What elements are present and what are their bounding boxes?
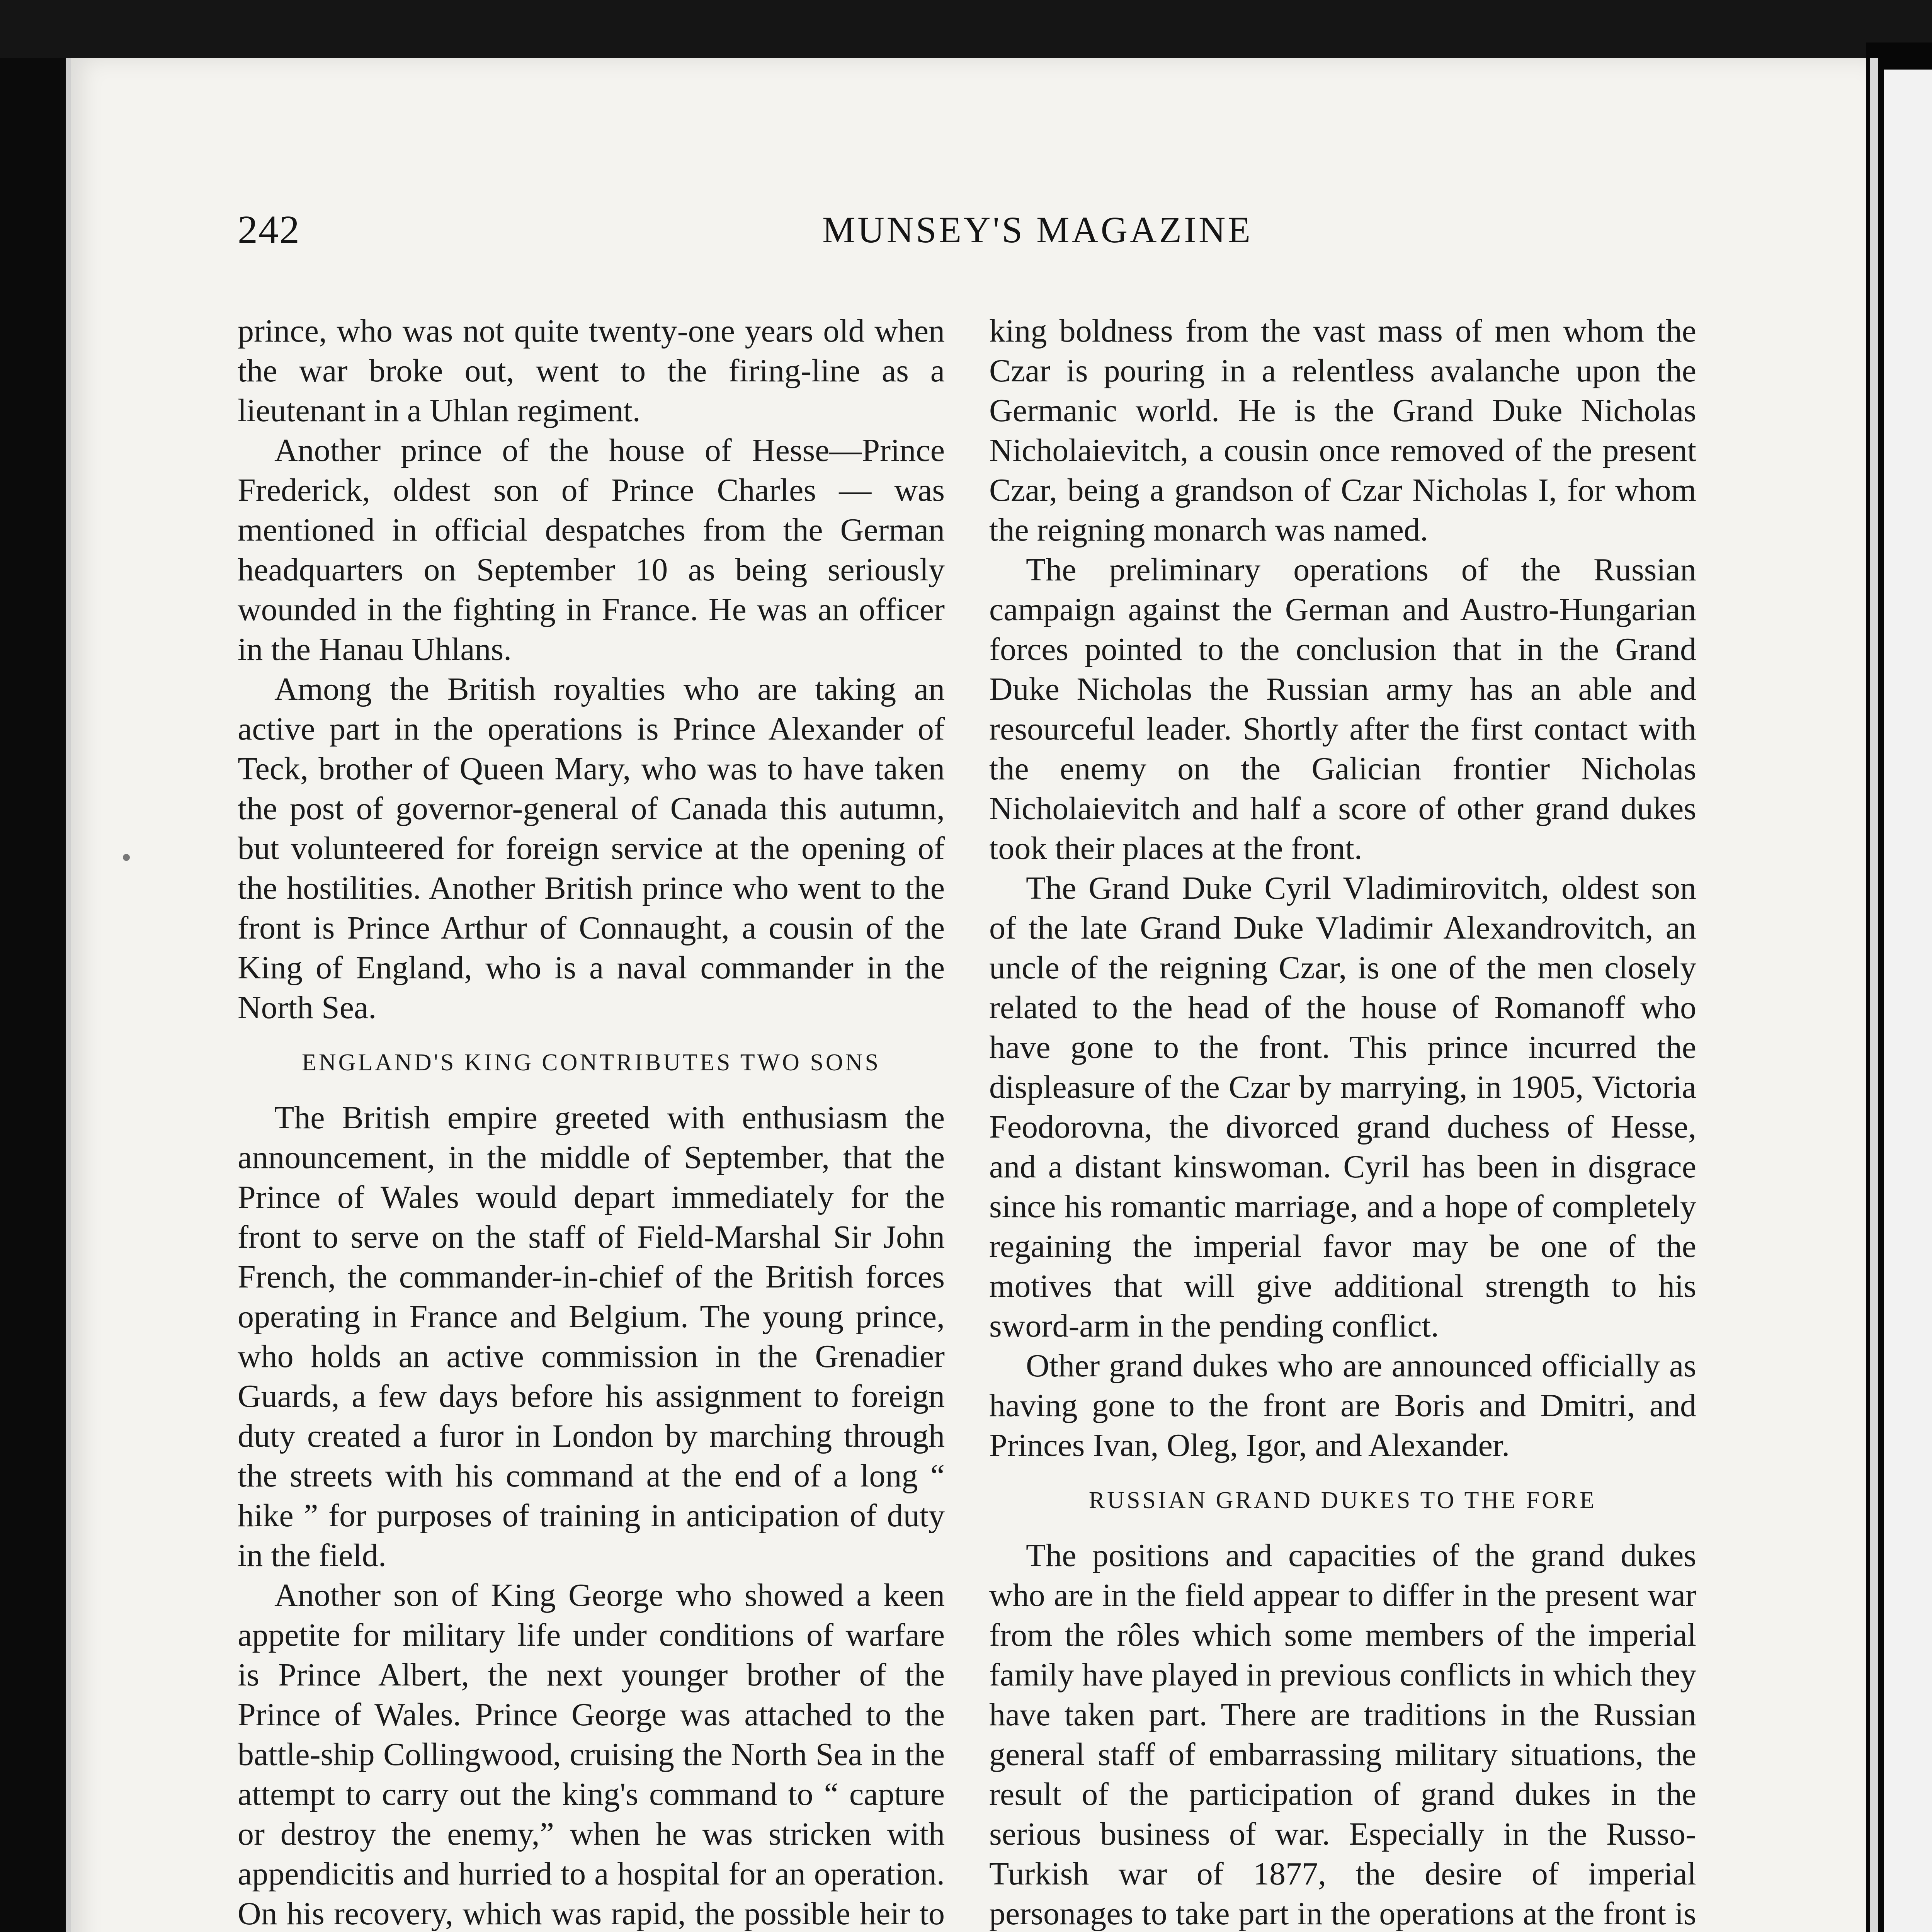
margin-speck [123,854,130,861]
section-heading: RUSSIAN GRAND DUKES TO THE FORE [1088,1487,1597,1514]
page-header [238,207,1702,261]
right-column [989,311,1696,1932]
paragraph: prince, who was not quite twenty-one years old when the war broke out, went to the firing-line as a lieutenant in a Uhlan regiment. [238,313,945,429]
running-title: MUNSEY'S MAGAZINE [822,209,1253,250]
page-number: 242 [238,207,300,252]
page-left-edge [66,58,71,1932]
paragraph: Other grand dukes who are announced officially as having gone to the front are Boris and Dmitri, and Princes Ivan, Oleg, Igor, and Alexander. [989,1348,1696,1463]
section-heading: ENGLAND'S KING CONTRIBUTES TWO SONS [302,1049,881,1076]
paragraph: The British empire greeted with enthusiasm the announcement, in the middle of September, that the Prince of Wales would depart immediately for the front to serve on the staff of Field-Marshal Sir John French, the commander-in-chief of the British forces operating in France and Belgium. The young prince, who holds an active commission in the Grenadier Guards, a few days before his assignment to foreign duty created a furor in London by marching through the streets with his command at the end of a long “ hike ” for purposes of training in anticipation of duty in the field. [238,1100,945,1573]
adjacent-page-strip [1884,70,1932,1932]
paragraph: The preliminary operations of the Russian campaign against the German and Austro-Hungarian forces pointed to the conclusion that in the Grand Duke Nicholas the Russian army has an able and resourceful leader. Shortly after the first contact with the enemy on the Galician frontier Nicholas Nicholaievitch and half a score of other grand dukes took their places at the front. [989,552,1696,866]
paragraph: Among the British royalties who are taking an active part in the operations is Prince Alexander of Teck, brother of Queen Mary, who was to have taken the post of governor-general of Canada this autumn, but volunteered for foreign service at the opening of the hostilities. Another British prince who went to the front is Prince Arthur of Connaught, a cousin of the King of England, who is a naval commander in the North Sea. [238,671,945,1026]
paragraph: king boldness from the vast mass of men whom the Czar is pouring in a relentless avalanche upon the Germanic world. He is the Grand Duke Nicholas Nicholaievitch, a cousin once removed of the present Czar, being a grandson of Czar Nicholas I, for whom the reigning monarch was named. [989,313,1696,548]
adjacent-page-edge [1870,58,1878,1932]
paragraph: The Grand Duke Cyril Vladimirovitch, oldest son of the late Grand Duke Vladimir Alexandrovitch, an uncle of the reigning Czar, is one of the men closely related to the head of the house of Romanoff who have gone to the front. This prince incurred the displeasure of the Czar by marrying, in 1905, Victoria Feodorovna, the divorced grand duchess of Hesse, and a distant kinswoman. Cyril has been in disgrace since his romantic marriage, and a hope of completely regaining the imperial favor may be one of the motives that will give additional strength to his sword-arm in the pending conflict. [989,870,1696,1344]
paragraph: Another son of King George who showed a keen appetite for military life under conditions of warfare is Prince Albert, the next younger brother of the Prince of Wales. Prince George was attached to the battle-ship Collingwood, cruising the North Sea in the attempt to carry out the king's command to “ capture or destroy the enemy,” when he was stricken with appendicitis and hurried to a hospital for an operation. On his recovery, which was rapid, the possible heir to [238,1577,945,1932]
paragraph: Another prince of the house of Hesse—Prince Frederick, oldest son of Prince Charles — was mentioned in official despatches from the German headquarters on September 10 as being seriously wounded in the fighting in France. He was an officer in the Hanau Uhlans. [238,432,945,667]
scan-top-border [0,0,1932,58]
paragraph: The positions and capacities of the grand dukes who are in the field appear to differ in the present war from the rôles which some members of the imperial family have played in previous conflicts in which they have taken part. There are traditions in the Russian general staff of embarrassing military situations, the result of the participation of grand dukes in the serious business of war. Especially in the Russo-Turkish war of 1877, the desire of imperial personages to take part in the operations at the front is [989,1537,1696,1932]
left-column [238,311,945,1932]
